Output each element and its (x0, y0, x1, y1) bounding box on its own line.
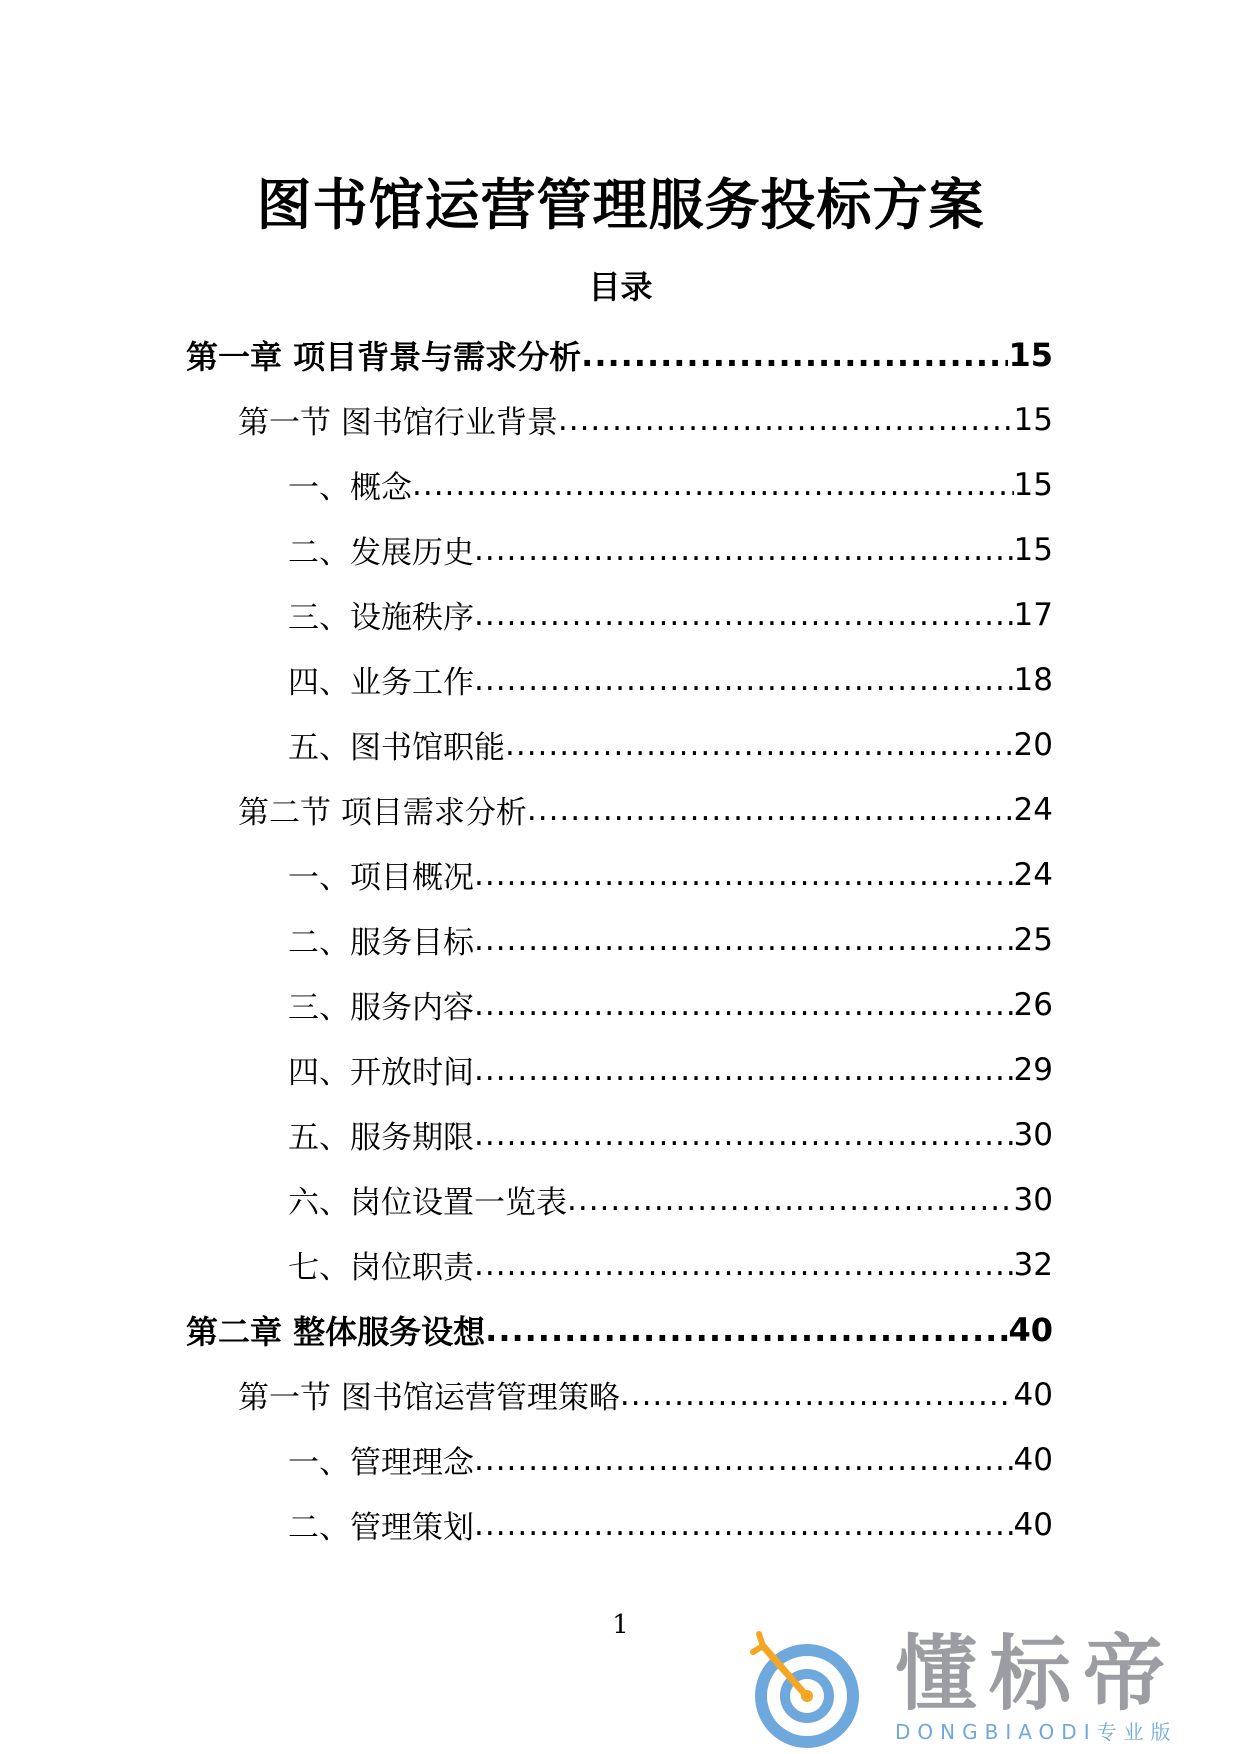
toc-dot-leader (474, 597, 1014, 633)
toc-dot-leader (474, 532, 1014, 568)
toc-entry-label: 第二章 整体服务设想 (186, 1312, 486, 1351)
watermark-subtitle: DONGBIAODI专业版 (895, 1720, 1178, 1744)
toc-dot-leader (474, 662, 1014, 698)
toc-entry-page: 30 (1013, 1181, 1053, 1218)
watermark-brand: 懂标帝 (895, 1627, 1178, 1722)
toc-entry-item[interactable] (288, 1492, 1053, 1557)
toc-entry-section[interactable] (238, 387, 1053, 452)
toc-entry-label: 四、开放时间 (288, 1055, 474, 1091)
toc-dot-leader (567, 1182, 1014, 1218)
toc-entry-page: 40 (1013, 1506, 1053, 1543)
toc-dot-leader (581, 336, 1008, 374)
toc-dot-leader (474, 922, 1014, 958)
toc-dot-leader (474, 987, 1014, 1023)
toc-entry-page: 26 (1013, 986, 1053, 1023)
toc-entry-page: 40 (1008, 1310, 1053, 1349)
toc-entry-label: 二、管理策划 (288, 1510, 474, 1546)
toc-entry-page: 30 (1013, 1116, 1053, 1153)
toc-entry-page: 24 (1013, 791, 1053, 828)
toc-entry-label: 二、发展历史 (288, 535, 474, 571)
toc-dot-leader (474, 1117, 1014, 1153)
toc-entry-label: 第二节 项目需求分析 (238, 795, 527, 831)
page-number: 1 (612, 1610, 629, 1640)
toc-entry-chapter[interactable] (186, 322, 1053, 387)
watermark (745, 1628, 1225, 1748)
toc-entry-item[interactable] (288, 712, 1053, 777)
toc-entry-chapter[interactable] (186, 1297, 1053, 1362)
toc-entry-page: 15 (1013, 401, 1053, 438)
toc-entry-item[interactable] (288, 1037, 1053, 1102)
toc-dot-leader (474, 1052, 1014, 1088)
toc-entry-page: 32 (1013, 1246, 1053, 1283)
toc-dot-leader (474, 1442, 1014, 1478)
toc-entry-page: 29 (1013, 1051, 1053, 1088)
toc-dot-leader (474, 1247, 1014, 1283)
toc-entry-page: 25 (1013, 921, 1053, 958)
toc-entry-item[interactable] (288, 1167, 1053, 1232)
toc-entry-item[interactable] (288, 972, 1053, 1037)
toc-entry-label: 五、图书馆职能 (288, 730, 505, 766)
toc-entry-label: 一、项目概况 (288, 860, 474, 896)
toc-entry-item[interactable] (288, 1102, 1053, 1167)
table-of-contents (0, 322, 1241, 1557)
toc-entry-item[interactable] (288, 582, 1053, 647)
toc-entry-page: 20 (1013, 726, 1053, 763)
toc-entry-page: 15 (1013, 466, 1053, 503)
toc-entry-item[interactable] (288, 907, 1053, 972)
toc-entry-item[interactable] (288, 452, 1053, 517)
toc-dot-leader (505, 727, 1014, 763)
toc-entry-page: 24 (1013, 856, 1053, 893)
toc-entry-section[interactable] (238, 1362, 1053, 1427)
toc-dot-leader (412, 467, 1014, 503)
toc-dot-leader (485, 1311, 1008, 1349)
toc-entry-page: 18 (1013, 661, 1053, 698)
toc-entry-label: 七、岗位职责 (288, 1250, 474, 1286)
toc-entry-label: 三、设施秩序 (288, 600, 474, 636)
toc-entry-label: 第一节 图书馆运营管理策略 (238, 1380, 620, 1416)
toc-entry-item[interactable] (288, 1427, 1053, 1492)
toc-entry-label: 一、概念 (288, 470, 412, 506)
toc-entry-label: 第一章 项目背景与需求分析 (186, 337, 582, 376)
toc-entry-page: 17 (1013, 596, 1053, 633)
toc-entry-page: 40 (1013, 1376, 1053, 1413)
toc-entry-item[interactable] (288, 647, 1053, 712)
toc-dot-leader (620, 1377, 1014, 1413)
toc-heading: 目录 (588, 268, 653, 306)
toc-entry-page: 15 (1013, 531, 1053, 568)
toc-entry-page: 15 (1008, 335, 1053, 374)
toc-entry-label: 四、业务工作 (288, 665, 474, 701)
toc-dot-leader (527, 792, 1014, 828)
toc-entry-label: 二、服务目标 (288, 925, 474, 961)
toc-entry-page: 40 (1013, 1441, 1053, 1478)
target-arrow-icon (745, 1628, 865, 1748)
toc-dot-leader (474, 1507, 1014, 1543)
toc-entry-label: 五、服务期限 (288, 1120, 474, 1156)
toc-entry-label: 六、岗位设置一览表 (288, 1185, 567, 1221)
toc-entry-section[interactable] (238, 777, 1053, 842)
toc-entry-label: 三、服务内容 (288, 990, 474, 1026)
toc-dot-leader (474, 857, 1014, 893)
toc-dot-leader (558, 402, 1014, 438)
toc-entry-item[interactable] (288, 1232, 1053, 1297)
document-title: 图书馆运营管理服务投标方案 (256, 173, 985, 237)
toc-entry-label: 一、管理理念 (288, 1445, 474, 1481)
toc-entry-item[interactable] (288, 517, 1053, 582)
toc-entry-label: 第一节 图书馆行业背景 (238, 405, 558, 441)
toc-entry-item[interactable] (288, 842, 1053, 907)
